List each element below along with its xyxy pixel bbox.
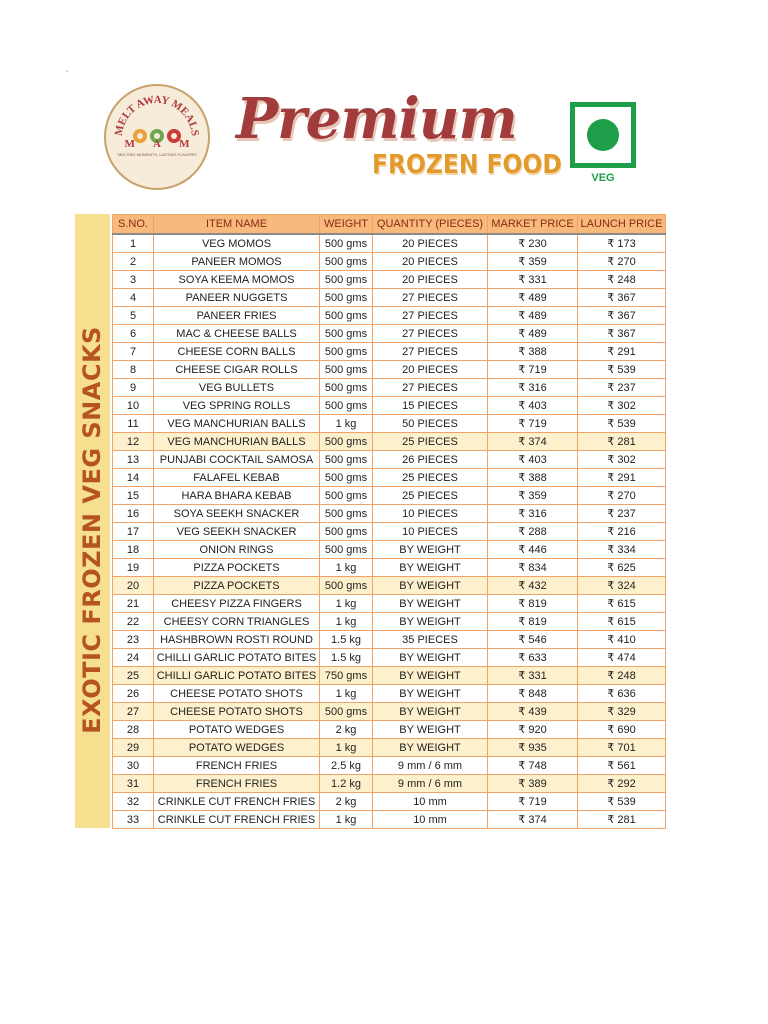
row-market-price: ₹ 374 <box>488 811 578 829</box>
row-quantity: 25 PIECES <box>373 433 488 451</box>
row-item-name: CHEESE CORN BALLS <box>154 343 320 361</box>
row-launch-price: ₹ 237 <box>578 379 666 397</box>
table-row <box>113 739 666 757</box>
row-quantity: 27 PIECES <box>373 379 488 397</box>
row-launch-price: ₹ 329 <box>578 703 666 721</box>
row-launch-price: ₹ 237 <box>578 505 666 523</box>
row-sno: 33 <box>113 811 154 829</box>
row-quantity: 15 PIECES <box>373 397 488 415</box>
row-quantity: BY WEIGHT <box>373 667 488 685</box>
row-quantity: BY WEIGHT <box>373 685 488 703</box>
row-quantity: 27 PIECES <box>373 325 488 343</box>
row-item-name: VEG MOMOS <box>154 234 320 253</box>
brand-logo <box>104 84 210 190</box>
row-quantity: 10 mm <box>373 793 488 811</box>
row-launch-price: ₹ 292 <box>578 775 666 793</box>
row-item-name: VEG SEEKH SNACKER <box>154 523 320 541</box>
row-sno: 26 <box>113 685 154 703</box>
row-weight: 500 gms <box>320 343 373 361</box>
row-item-name: HARA BHARA KEBAB <box>154 487 320 505</box>
row-item-name: CHILLI GARLIC POTATO BITES <box>154 667 320 685</box>
row-item-name: VEG MANCHURIAN BALLS <box>154 433 320 451</box>
row-quantity: 10 mm <box>373 811 488 829</box>
row-quantity: BY WEIGHT <box>373 739 488 757</box>
row-item-name: CHILLI GARLIC POTATO BITES <box>154 649 320 667</box>
table-row <box>113 307 666 325</box>
row-launch-price: ₹ 248 <box>578 271 666 289</box>
row-market-price: ₹ 920 <box>488 721 578 739</box>
row-market-price: ₹ 316 <box>488 379 578 397</box>
row-launch-price: ₹ 302 <box>578 397 666 415</box>
col-sno: S.NO. <box>113 215 154 235</box>
row-launch-price: ₹ 173 <box>578 234 666 253</box>
row-sno: 31 <box>113 775 154 793</box>
row-launch-price: ₹ 334 <box>578 541 666 559</box>
row-market-price: ₹ 432 <box>488 577 578 595</box>
row-market-price: ₹ 359 <box>488 253 578 271</box>
row-market-price: ₹ 331 <box>488 271 578 289</box>
row-market-price: ₹ 848 <box>488 685 578 703</box>
table-row <box>113 234 666 253</box>
row-sno: 8 <box>113 361 154 379</box>
row-quantity: 20 PIECES <box>373 253 488 271</box>
page-subtitle: FROZEN FOOD <box>372 150 562 180</box>
row-weight: 500 gms <box>320 487 373 505</box>
col-weight: WEIGHT <box>320 215 373 235</box>
row-weight: 2.5 kg <box>320 757 373 775</box>
row-item-name: PANEER NUGGETS <box>154 289 320 307</box>
col-quantity: QUANTITY (PIECES) <box>373 215 488 235</box>
row-sno: 25 <box>113 667 154 685</box>
table-row <box>113 343 666 361</box>
table-row <box>113 451 666 469</box>
table-row <box>113 433 666 451</box>
row-market-price: ₹ 230 <box>488 234 578 253</box>
row-sno: 30 <box>113 757 154 775</box>
table-row <box>113 271 666 289</box>
row-item-name: CHEESE POTATO SHOTS <box>154 685 320 703</box>
row-market-price: ₹ 819 <box>488 595 578 613</box>
row-market-price: ₹ 834 <box>488 559 578 577</box>
row-item-name: CHEESY PIZZA FINGERS <box>154 595 320 613</box>
row-quantity: 10 PIECES <box>373 505 488 523</box>
row-weight: 1 kg <box>320 613 373 631</box>
table-header-row <box>113 215 666 235</box>
row-launch-price: ₹ 636 <box>578 685 666 703</box>
row-weight: 500 gms <box>320 541 373 559</box>
col-launch-price: LAUNCH PRICE <box>578 215 666 235</box>
row-weight: 1 kg <box>320 559 373 577</box>
row-weight: 1 kg <box>320 811 373 829</box>
table-row <box>113 577 666 595</box>
row-market-price: ₹ 546 <box>488 631 578 649</box>
row-weight: 1 kg <box>320 595 373 613</box>
row-sno: 22 <box>113 613 154 631</box>
table-row <box>113 667 666 685</box>
row-quantity: 9 mm / 6 mm <box>373 757 488 775</box>
row-item-name: VEG MANCHURIAN BALLS <box>154 415 320 433</box>
row-item-name: CHEESE POTATO SHOTS <box>154 703 320 721</box>
row-launch-price: ₹ 216 <box>578 523 666 541</box>
table-row <box>113 757 666 775</box>
row-item-name: VEG SPRING ROLLS <box>154 397 320 415</box>
table-row <box>113 487 666 505</box>
row-quantity: 27 PIECES <box>373 289 488 307</box>
row-item-name: PIZZA POCKETS <box>154 559 320 577</box>
veg-label: VEG <box>591 172 615 184</box>
table-row <box>113 397 666 415</box>
row-market-price: ₹ 288 <box>488 523 578 541</box>
row-weight: 500 gms <box>320 234 373 253</box>
row-sno: 13 <box>113 451 154 469</box>
row-sno: 28 <box>113 721 154 739</box>
row-market-price: ₹ 403 <box>488 451 578 469</box>
row-market-price: ₹ 439 <box>488 703 578 721</box>
row-sno: 24 <box>113 649 154 667</box>
logo-arc-text: MELT AWAY MEALS <box>112 93 202 137</box>
row-sno: 9 <box>113 379 154 397</box>
row-launch-price: ₹ 539 <box>578 793 666 811</box>
row-quantity: 35 PIECES <box>373 631 488 649</box>
row-weight: 500 gms <box>320 271 373 289</box>
table-row <box>113 541 666 559</box>
row-weight: 750 gms <box>320 667 373 685</box>
row-item-name: PIZZA POCKETS <box>154 577 320 595</box>
row-quantity: 25 PIECES <box>373 487 488 505</box>
row-item-name: CHEESY CORN TRIANGLES <box>154 613 320 631</box>
row-quantity: 20 PIECES <box>373 271 488 289</box>
row-market-price: ₹ 489 <box>488 325 578 343</box>
page-mark: ` <box>66 70 69 79</box>
row-item-name: ONION RINGS <box>154 541 320 559</box>
row-item-name: FRENCH FRIES <box>154 757 320 775</box>
row-item-name: HASHBROWN ROSTI ROUND <box>154 631 320 649</box>
row-item-name: POTATO WEDGES <box>154 721 320 739</box>
row-item-name: SOYA SEEKH SNACKER <box>154 505 320 523</box>
row-item-name: PANEER MOMOS <box>154 253 320 271</box>
row-quantity: 9 mm / 6 mm <box>373 775 488 793</box>
row-weight: 500 gms <box>320 361 373 379</box>
row-launch-price: ₹ 367 <box>578 307 666 325</box>
row-sno: 6 <box>113 325 154 343</box>
row-quantity: BY WEIGHT <box>373 703 488 721</box>
table-row <box>113 469 666 487</box>
row-market-price: ₹ 633 <box>488 649 578 667</box>
row-market-price: ₹ 359 <box>488 487 578 505</box>
row-sno: 17 <box>113 523 154 541</box>
table-row <box>113 415 666 433</box>
row-sno: 20 <box>113 577 154 595</box>
table-row <box>113 775 666 793</box>
row-quantity: BY WEIGHT <box>373 577 488 595</box>
row-weight: 1.5 kg <box>320 649 373 667</box>
table-row <box>113 559 666 577</box>
row-quantity: BY WEIGHT <box>373 541 488 559</box>
row-sno: 16 <box>113 505 154 523</box>
row-launch-price: ₹ 701 <box>578 739 666 757</box>
row-item-name: FALAFEL KEBAB <box>154 469 320 487</box>
row-sno: 18 <box>113 541 154 559</box>
row-launch-price: ₹ 281 <box>578 811 666 829</box>
table-row <box>113 289 666 307</box>
row-launch-price: ₹ 474 <box>578 649 666 667</box>
row-sno: 15 <box>113 487 154 505</box>
table-row <box>113 721 666 739</box>
row-quantity: 25 PIECES <box>373 469 488 487</box>
row-quantity: 27 PIECES <box>373 307 488 325</box>
row-market-price: ₹ 316 <box>488 505 578 523</box>
row-sno: 11 <box>113 415 154 433</box>
row-sno: 23 <box>113 631 154 649</box>
row-launch-price: ₹ 539 <box>578 415 666 433</box>
table-row <box>113 595 666 613</box>
row-weight: 500 gms <box>320 379 373 397</box>
row-market-price: ₹ 403 <box>488 397 578 415</box>
table-row <box>113 523 666 541</box>
row-sno: 12 <box>113 433 154 451</box>
row-sno: 27 <box>113 703 154 721</box>
row-launch-price: ₹ 324 <box>578 577 666 595</box>
row-launch-price: ₹ 281 <box>578 433 666 451</box>
row-sno: 10 <box>113 397 154 415</box>
table-row <box>113 649 666 667</box>
row-weight: 500 gms <box>320 289 373 307</box>
row-item-name: CHEESE CIGAR ROLLS <box>154 361 320 379</box>
row-weight: 1.2 kg <box>320 775 373 793</box>
row-sno: 29 <box>113 739 154 757</box>
row-sno: 19 <box>113 559 154 577</box>
row-launch-price: ₹ 410 <box>578 631 666 649</box>
row-market-price: ₹ 331 <box>488 667 578 685</box>
row-launch-price: ₹ 625 <box>578 559 666 577</box>
row-item-name: FRENCH FRIES <box>154 775 320 793</box>
table-body <box>113 234 666 829</box>
row-item-name: PANEER FRIES <box>154 307 320 325</box>
row-market-price: ₹ 489 <box>488 289 578 307</box>
row-market-price: ₹ 446 <box>488 541 578 559</box>
table-row <box>113 631 666 649</box>
row-quantity: 20 PIECES <box>373 361 488 379</box>
row-launch-price: ₹ 690 <box>578 721 666 739</box>
row-quantity: 20 PIECES <box>373 234 488 253</box>
row-launch-price: ₹ 248 <box>578 667 666 685</box>
row-weight: 500 gms <box>320 307 373 325</box>
row-item-name: MAC & CHEESE BALLS <box>154 325 320 343</box>
row-weight: 500 gms <box>320 469 373 487</box>
row-market-price: ₹ 935 <box>488 739 578 757</box>
table-row <box>113 703 666 721</box>
row-market-price: ₹ 719 <box>488 361 578 379</box>
row-market-price: ₹ 719 <box>488 415 578 433</box>
row-weight: 500 gms <box>320 253 373 271</box>
row-sno: 4 <box>113 289 154 307</box>
row-weight: 500 gms <box>320 325 373 343</box>
row-item-name: PUNJABI COCKTAIL SAMOSA <box>154 451 320 469</box>
row-weight: 1 kg <box>320 739 373 757</box>
row-quantity: BY WEIGHT <box>373 559 488 577</box>
row-weight: 1 kg <box>320 685 373 703</box>
row-sno: 5 <box>113 307 154 325</box>
row-launch-price: ₹ 302 <box>578 451 666 469</box>
row-sno: 7 <box>113 343 154 361</box>
row-market-price: ₹ 388 <box>488 469 578 487</box>
table-row <box>113 811 666 829</box>
table-row <box>113 325 666 343</box>
table-row <box>113 613 666 631</box>
row-market-price: ₹ 819 <box>488 613 578 631</box>
table-row <box>113 793 666 811</box>
row-market-price: ₹ 374 <box>488 433 578 451</box>
row-weight: 1.5 kg <box>320 631 373 649</box>
logo-graphic <box>106 86 208 188</box>
row-quantity: 26 PIECES <box>373 451 488 469</box>
row-weight: 500 gms <box>320 451 373 469</box>
row-sno: 3 <box>113 271 154 289</box>
row-market-price: ₹ 388 <box>488 343 578 361</box>
row-quantity: BY WEIGHT <box>373 649 488 667</box>
row-launch-price: ₹ 367 <box>578 289 666 307</box>
row-item-name: CRINKLE CUT FRENCH FRIES <box>154 811 320 829</box>
veg-mark-icon <box>570 102 636 168</box>
table-row <box>113 505 666 523</box>
row-sno: 21 <box>113 595 154 613</box>
table-row <box>113 253 666 271</box>
row-quantity: 50 PIECES <box>373 415 488 433</box>
row-market-price: ₹ 389 <box>488 775 578 793</box>
row-weight: 500 gms <box>320 577 373 595</box>
price-table <box>112 214 666 829</box>
page-title: Premium <box>236 86 517 152</box>
row-launch-price: ₹ 561 <box>578 757 666 775</box>
row-sno: 1 <box>113 234 154 253</box>
veg-dot-icon <box>587 119 619 151</box>
row-weight: 2 kg <box>320 721 373 739</box>
row-item-name: VEG BULLETS <box>154 379 320 397</box>
table-row <box>113 685 666 703</box>
side-banner-text: EXOTIC FROZEN VEG SNACKS <box>78 326 106 734</box>
side-banner-head <box>75 214 110 232</box>
row-weight: 1 kg <box>320 415 373 433</box>
logo-tagline: "MELTING MOMENTS, LASTING FLAVORS" <box>116 152 198 157</box>
row-item-name: SOYA KEEMA MOMOS <box>154 271 320 289</box>
row-launch-price: ₹ 615 <box>578 595 666 613</box>
row-launch-price: ₹ 291 <box>578 469 666 487</box>
row-launch-price: ₹ 615 <box>578 613 666 631</box>
row-quantity: 27 PIECES <box>373 343 488 361</box>
row-sno: 14 <box>113 469 154 487</box>
row-launch-price: ₹ 367 <box>578 325 666 343</box>
row-weight: 500 gms <box>320 523 373 541</box>
row-market-price: ₹ 489 <box>488 307 578 325</box>
row-quantity: 10 PIECES <box>373 523 488 541</box>
row-sno: 32 <box>113 793 154 811</box>
row-launch-price: ₹ 270 <box>578 253 666 271</box>
table-row <box>113 361 666 379</box>
row-launch-price: ₹ 270 <box>578 487 666 505</box>
col-item-name: ITEM NAME <box>154 215 320 235</box>
row-market-price: ₹ 748 <box>488 757 578 775</box>
row-weight: 500 gms <box>320 397 373 415</box>
row-item-name: CRINKLE CUT FRENCH FRIES <box>154 793 320 811</box>
logo-initials: M A M <box>124 138 198 150</box>
row-weight: 2 kg <box>320 793 373 811</box>
row-weight: 500 gms <box>320 505 373 523</box>
col-market-price: MARKET PRICE <box>488 215 578 235</box>
row-weight: 500 gms <box>320 703 373 721</box>
row-launch-price: ₹ 291 <box>578 343 666 361</box>
row-sno: 2 <box>113 253 154 271</box>
row-item-name: POTATO WEDGES <box>154 739 320 757</box>
table-row <box>113 379 666 397</box>
row-launch-price: ₹ 539 <box>578 361 666 379</box>
row-quantity: BY WEIGHT <box>373 721 488 739</box>
row-quantity: BY WEIGHT <box>373 613 488 631</box>
row-market-price: ₹ 719 <box>488 793 578 811</box>
row-weight: 500 gms <box>320 433 373 451</box>
row-quantity: BY WEIGHT <box>373 595 488 613</box>
